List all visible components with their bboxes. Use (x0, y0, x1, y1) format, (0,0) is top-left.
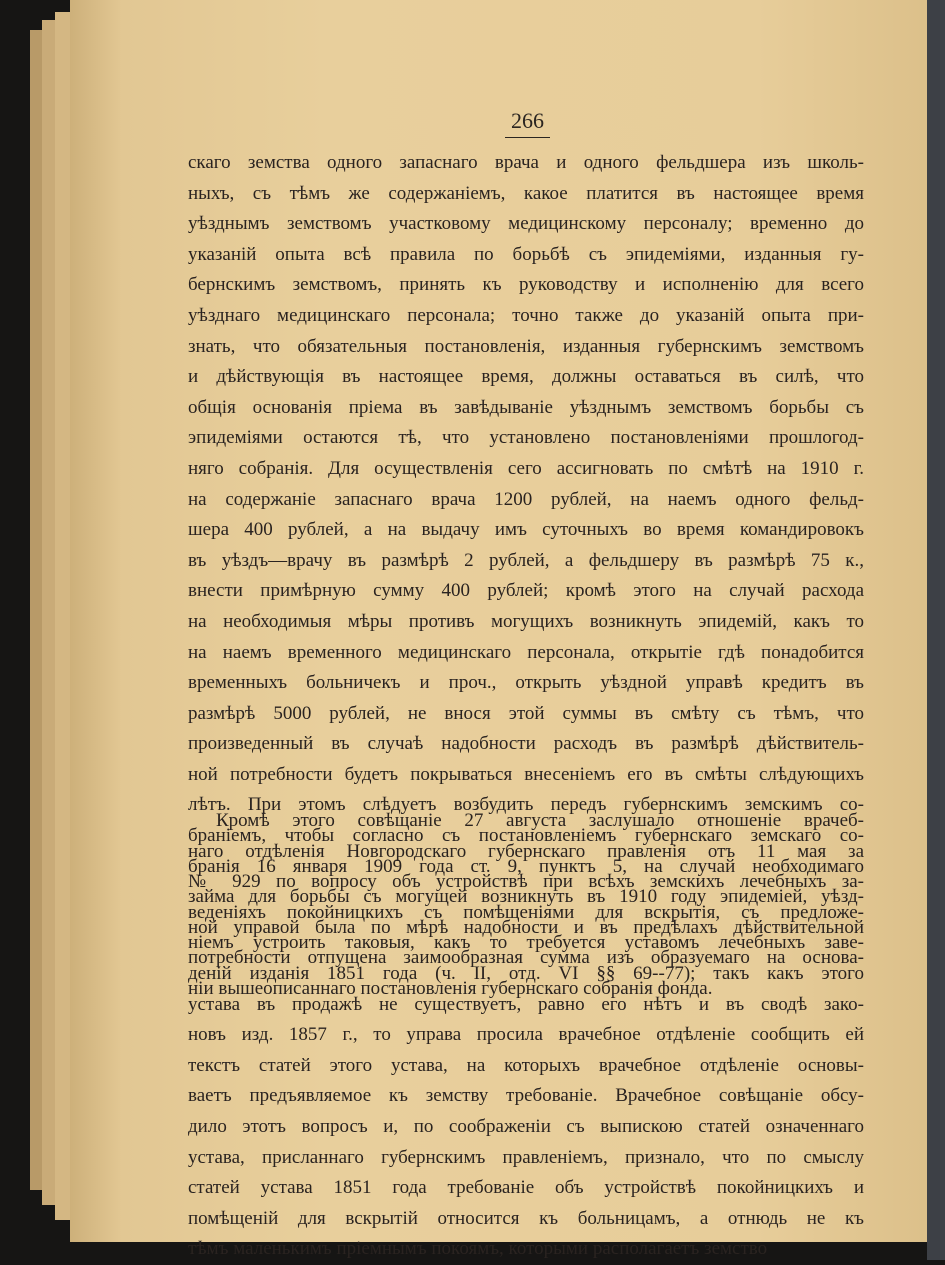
text-line: въ уѣздъ—врачу въ размѣрѣ 2 рублей, а фельдшеру въ размѣрѣ 75 к., (188, 549, 864, 571)
text-line: ной потребности будетъ покрываться внесеніемъ его въ смѣты слѣдующихъ (188, 763, 864, 785)
text-line: новъ изд. 1857 г., то управа просила врачебное отдѣленіе сообщить ей (188, 1024, 864, 1046)
text-line: веденіяхъ покойницкихъ съ помѣщеніями для вскрытія, съ предложе- (188, 901, 864, 923)
text-line: браніемъ, чтобы согласно съ постановленіемъ губернскаго земскаго со- (188, 825, 864, 847)
text-line: деній изданія 1851 года (ч. II, отд. VI §§ 69--77); такъ какъ этого (188, 962, 864, 984)
text-line: указаній опыта всѣ правила по борьбѣ съ эпидеміями, изданныя гу- (188, 243, 864, 265)
text-line: лѣтъ. При этомъ слѣдуетъ возбудить передъ губернскимъ земскимъ со- (188, 794, 864, 816)
text-line: наго отдѣленія Новгородскаго губернскаго правленія отъ 11 мая за (188, 840, 864, 862)
paragraph-2 (188, 806, 864, 1265)
text-line: на наемъ временного медицинскаго персонала, открытіе гдѣ понадобится (188, 641, 864, 663)
text-line: статей устава 1851 года требованіе объ устройствѣ покойницкихъ и (188, 1177, 864, 1199)
text-line: тѣмъ маленькимъ пріемнымъ покоямъ, которыми располагаетъ земство (188, 1238, 768, 1260)
text-line: и дѣйствующія въ настоящее время, должны оставаться въ силѣ, что (188, 366, 864, 388)
page-number: 266 (505, 108, 550, 138)
text-line: произведенный въ случаѣ надобности расходъ въ размѣрѣ дѣйствитель- (188, 733, 864, 755)
scan-background-strip (927, 0, 945, 1260)
text-line: внести примѣрную сумму 400 рублей; кромѣ этого на случай расхода (188, 580, 864, 602)
text-line: знать, что обязательныя постановленія, изданныя губернскимъ земствомъ (188, 335, 864, 357)
text-line: дило этотъ вопросъ и, по соображеніи съ выпискою статей означеннаго (188, 1115, 864, 1137)
text-line: няго собранія. Для осуществленія сего ассигновать по смѣтѣ на 1910 г. (188, 457, 864, 479)
text-line: помѣщеній для вскрытій относится къ больницамъ, а отнюдь не къ (188, 1207, 864, 1229)
text-line: скаго земства одного запаснаго врача и одного фельдшера изъ школь- (188, 152, 864, 173)
text-line: бернскимъ земствомъ, принять къ руководству и исполненію для всего (188, 274, 864, 296)
text-line: общія основанія пріема въ завѣдываніе уѣзднымъ земствомъ борьбы съ (188, 396, 864, 418)
text-line: шера 400 рублей, а на выдачу имъ суточныхъ во время командировокъ (188, 519, 864, 541)
text-line: ніемъ устроить таковыя, какъ то требуется уставомъ лечебныхъ заве- (188, 932, 864, 954)
text-line: на содержаніе запаснаго врача 1200 рублей, на наемъ одного фельд- (188, 488, 864, 510)
text-line: эпидеміями остаются тѣ, что установлено постановленіями прошлогод- (188, 427, 864, 449)
text-line: устава, присланнаго губернскимъ правленіемъ, признало, что по смыслу (188, 1146, 864, 1168)
text-line: Кромѣ этого совѣщаніе 27 августа заслушало отношеніе врачеб- (216, 810, 864, 831)
text-line: уѣзднаго медицинскаго персонала; точно также до указаній опыта при- (188, 304, 864, 326)
text-line: ныхъ, съ тѣмъ же содержаніемъ, какое платится въ настоящее время (188, 182, 864, 204)
text-line: ной управой была по мѣрѣ надобности и въ предѣлахъ дѣйствительной (188, 916, 864, 938)
text-line: потребности отпущена заимообразная сумма изъ образуемаго на основа- (188, 947, 864, 969)
text-line: ваетъ предъявляемое къ земству требованіе. Врачебное совѣщаніе обсу- (188, 1085, 864, 1107)
text-line: уѣзднымъ земствомъ участковому медицинскому персоналу; временно до (188, 213, 864, 235)
text-line: временныхъ больничекъ и проч., открыть уѣздной управѣ кредитъ въ (188, 672, 864, 694)
text-line: займа для борьбы съ могущей возникнуть въ 1910 году эпидеміей, уѣзд- (188, 886, 864, 908)
text-line: ніи вышеописаннаго постановленія губернскаго собранія фонда. (188, 978, 713, 1000)
text-line: размѣрѣ 5000 рублей, не внося этой суммы въ смѣту съ тѣмъ, что (188, 702, 864, 724)
text-line: бранія 16 января 1909 года ст. 9, пунктъ 5, на случай необходимаго (188, 855, 864, 877)
text-line: № 929 по вопросу объ устройствѣ при всѣхъ земскихъ лечебныхъ за- (188, 871, 864, 893)
text-line: на необходимыя мѣры противъ могущихъ возникнуть эпидемій, какъ то (188, 610, 864, 632)
text-line: устава въ продажѣ не существуетъ, равно его нѣтъ и въ сводѣ зако- (188, 993, 864, 1015)
text-line: текстъ статей этого устава, на которыхъ врачебное отдѣленіе основы- (188, 1054, 864, 1076)
